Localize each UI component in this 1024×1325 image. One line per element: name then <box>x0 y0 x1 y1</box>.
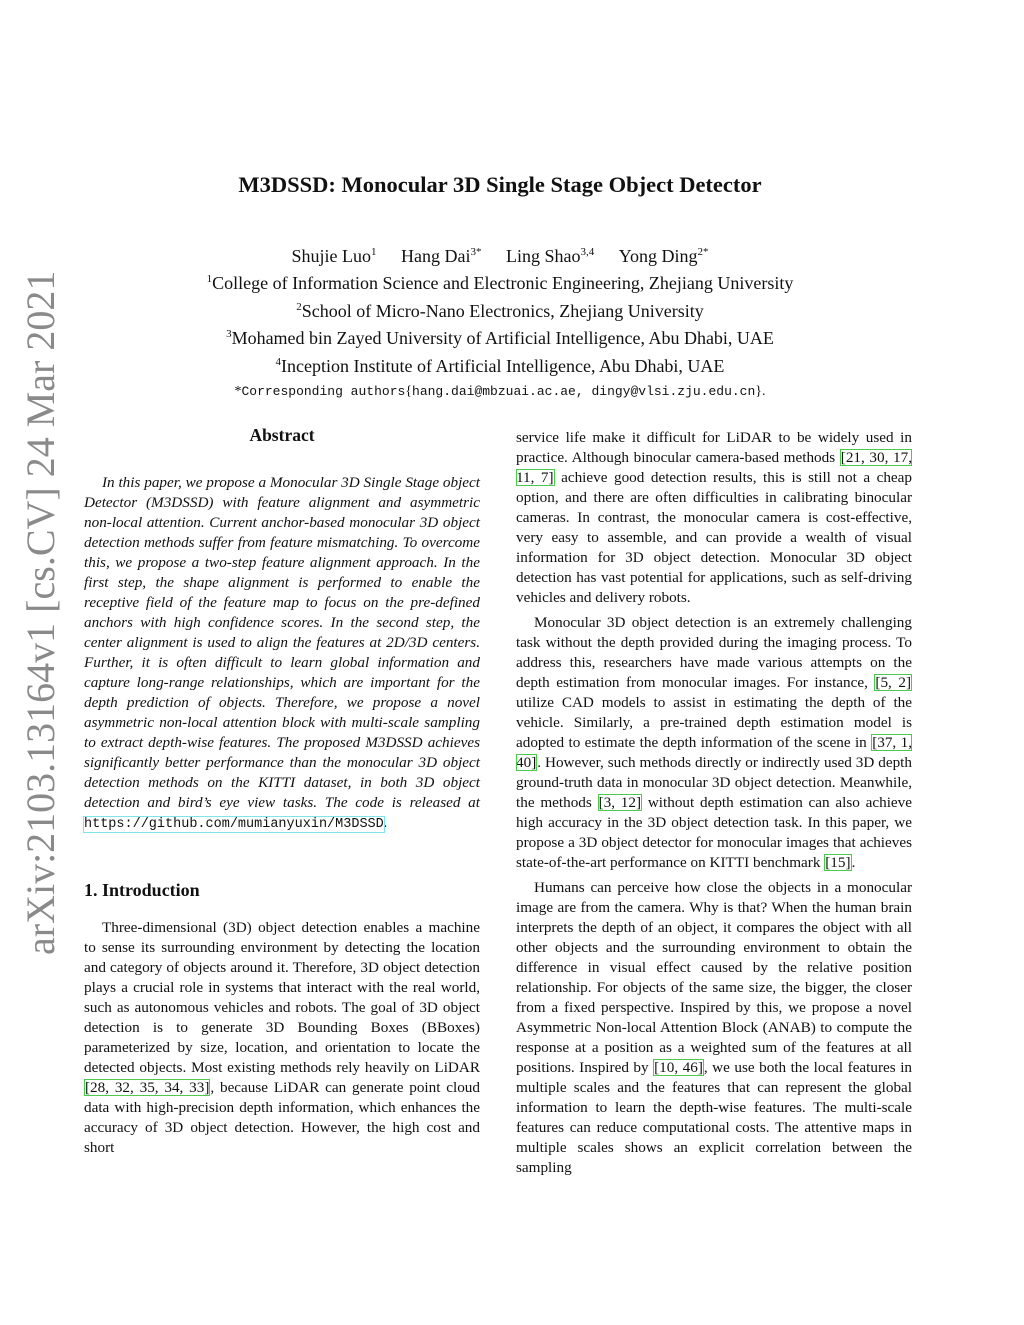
author: Ling Shao$^{3,4}$ <box>506 246 595 266</box>
author: Shujie Luo$^1$ <box>291 246 377 266</box>
email-addresses: hang.dai@mbzuai.ac.ae, dingy@vlsi.zju.edu.cn <box>412 384 756 399</box>
right-column <box>516 428 912 1178</box>
citation-link[interactable]: [15] <box>825 854 851 871</box>
code-link[interactable]: https://github.com/mumianyuxin/M3DSSD <box>84 817 384 832</box>
section-heading-introduction: 1. Introduction <box>84 880 200 900</box>
citation-link[interactable]: [28, 32, 35, 34, 33] <box>85 1079 210 1096</box>
citation-link[interactable]: [21, 30, 17, 11, 7] <box>516 449 913 486</box>
citation-link[interactable]: [10, 46] <box>654 1059 703 1076</box>
author: Hang Dai$^{3*}$ <box>401 246 482 266</box>
paragraph: Monocular 3D object detection is an extremely challenging task without the depth provided during the imaging process. To address this, researchers have made various attempts on the depth estimation from monocular images. For instance, [5, 2] utilize CAD models to assist in estimating the depth of the vehicle. Similarly, a pre-trained depth estimation model is adopted to estimate the depth information of the scene in [37, 1, 40]. However, such methods directly or indirectly used 3D depth ground-truth data in monocular 3D object detection. Meanwhile, the methods [3, 12] without depth estimation can also achieve high accuracy in the 3D object detection task. In this paper, we propose a 3D object detector for monocular images that achieves state-of-the-art performance on KITTI benchmark [15]. <box>516 614 913 871</box>
affiliation: $^1$College of Information Science and Electronic Engineering, Zhejiang University <box>206 273 794 293</box>
citation-link[interactable]: [37, 1, 40] <box>516 734 913 771</box>
author-block <box>0 240 1000 404</box>
abstract-text: In this paper, we propose a Monocular 3D Single Stage object Detector (M3DSSD) with feature alignment and asymmetric non-local attention. Current anchor-based monocular 3D object detection methods suffer from feature mismatching. To overcome this, we propose a two-step feature alignment approach. In the first step, the shape alignment is performed to enable the receptive field of the feature map to focus on the pre-defined anchors with high confidence scores. In the second step, the center alignment is used to align the features at 2D/3D centers. Further, it is often difficult to learn global information and capture long-range relationships, which are important for the depth prediction of objects. Therefore, we propose a novel asymmetric non-local attention block with multi-scale sampling to extract depth-wise features. The proposed M3DSSD achieves significantly better performance than the monocular 3D object detection methods on the KITTI dataset, in both 3D object detection and bird’s eye view tasks. The code is released at https://github.com/mumianyuxin/M3DSSD. <box>84 474 480 832</box>
arxiv-identifier: arXiv:2103.13164v1 [cs.CV] 24 Mar 2021 <box>18 270 63 955</box>
paragraph: Three-dimensional (3D) object detection enables a machine to sense its surrounding environment by detecting the location and category of objects around it. Therefore, 3D object detection plays a crucial role in systems that interact with the real world, such as autonomous vehicles and robots. The goal of 3D object detection is to generate 3D Bounding Boxes (BBoxes) parameterized by size, location, and orientation to locate the detected objects. Most existing methods rely heavily on LiDAR [28, 32, 35, 34, 33], because LiDAR can generate point cloud data with high-precision depth information, which enhances the accuracy of 3D object detection. However, the high cost and short <box>84 919 480 1156</box>
abstract-heading: Abstract <box>249 425 315 445</box>
corresponding-authors: *Corresponding authors{hang.dai@mbzuai.ac.ae, dingy@vlsi.zju.edu.cn}. <box>234 384 766 399</box>
paragraph: service life make it difficult for LiDAR to be widely used in practice. Although binocular camera-based methods [21, 30, 17, 11, 7] achieve good detection results, this is still not a cheap option, and there are often difficulties in calibrating binocular cameras. In contrast, the monocular camera is cost-effective, very easy to assemble, and can provide a wealth of visual information for 3D object detection. Monocular 3D object detection has vast potential for applications, such as self-driving vehicles and delivery robots. <box>516 429 913 606</box>
citation-link[interactable]: [3, 12] <box>598 794 642 811</box>
paper-title: M3DSSD: Monocular 3D Single Stage Object Detector <box>238 172 762 197</box>
affiliation: $^3$Mohamed bin Zayed University of Artificial Intelligence, Abu Dhabi, UAE <box>226 328 774 348</box>
affiliation: $^2$School of Micro-Nano Electronics, Zhejiang University <box>296 300 704 321</box>
left-column <box>84 425 480 1158</box>
author: Yong Ding$^{2*}$ <box>618 246 709 266</box>
paragraph: Humans can perceive how close the objects in a monocular image are from the camera. Why is that? When the human brain interprets the depth of an object, it compares the object with all other objects and the surrounding environment to obtain the difference in visual effect caused by the relative position relationship. For objects of the same size, the bigger, the closer from a fixed perspective. Inspired by this, we propose a novel Asymmetric Non-local Attention Block (ANAB) to compute the response at a position as a weighted sum of the features at all positions. Inspired by [10, 46], we use both the local features in multiple scales and the features that can represent the global information to learn the depth-wise features. The multi-scale features can reduce computational costs. The attentive maps in multiple scales shows an explicit correlation between the sampling <box>516 879 913 1176</box>
author-list <box>0 240 1000 268</box>
citation-link[interactable]: [5, 2] <box>875 674 911 691</box>
affiliation: $^4$Inception Institute of Artificial Intelligence, Abu Dhabi, UAE <box>275 355 725 376</box>
